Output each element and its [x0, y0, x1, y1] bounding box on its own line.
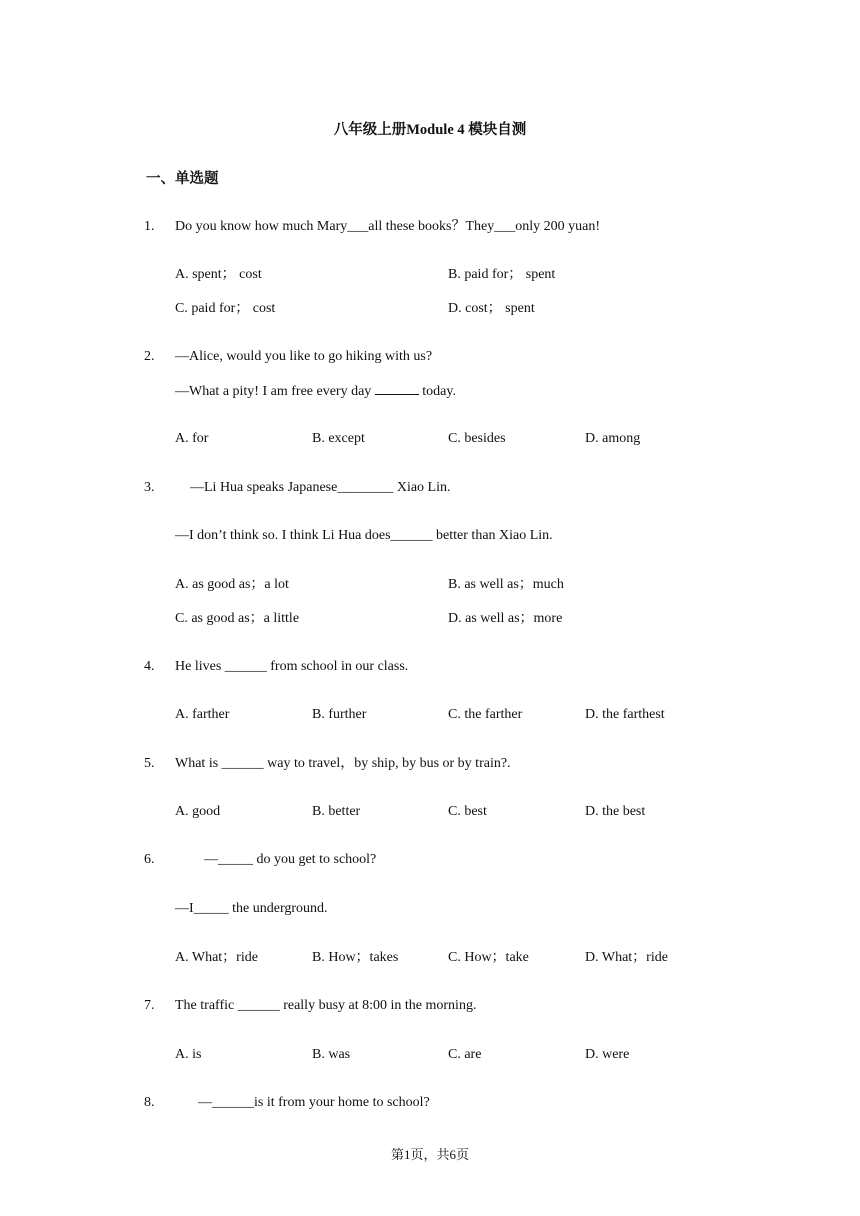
answer-blank [375, 382, 419, 395]
section-heading: 一、单选题 [146, 171, 219, 187]
question-stem: The traffic ______ really busy at 8:00 in the morning. [175, 998, 477, 1013]
option-b: B. was [312, 1047, 351, 1062]
question-number: 2. [144, 349, 155, 364]
question-number: 4. [144, 659, 155, 674]
question-stem: —Alice, would you like to go hiking with us? [175, 349, 433, 364]
question-number: 3. [144, 480, 155, 495]
option-b: B. further [312, 707, 367, 722]
option-b: B. How；takes [312, 950, 399, 965]
option-d: D. as well as；more [448, 611, 563, 626]
option-d: D. the farthest [585, 707, 665, 722]
option-b: B. as well as；much [448, 577, 564, 592]
option-a: A. for [175, 431, 209, 446]
option-c: C. besides [448, 431, 506, 446]
page-footer: 第1页，共6页 [390, 1147, 469, 1162]
question-stem: —_____ do you get to school? [204, 852, 377, 867]
option-b: B. except [312, 431, 365, 446]
option-c: C. the farther [448, 707, 523, 722]
option-d: D. the best [585, 804, 646, 819]
question-stem-line: —I_____ the underground. [175, 901, 328, 916]
option-c: C. as good as；a little [175, 611, 300, 626]
question-stem: What is ______ way to travel，by ship, by bus or by train?. [175, 756, 511, 771]
question-number: 7. [144, 998, 155, 1013]
option-a: A. spent； cost [175, 267, 262, 282]
option-a: A. What；ride [175, 950, 258, 965]
question-stem: —Li Hua speaks Japanese________ Xiao Lin. [190, 480, 451, 495]
option-d: D. cost； spent [448, 301, 535, 316]
page-title: 八年级上册Module 4 模块自测 [333, 122, 527, 138]
option-c: C. paid for； cost [175, 301, 276, 316]
option-b: B. paid for； spent [448, 267, 556, 282]
option-b: B. better [312, 804, 361, 819]
option-d: D. What；ride [585, 950, 668, 965]
question-number: 6. [144, 852, 155, 867]
question-stem-line: —I don’t think so. I think Li Hua does______ better than Xiao Lin. [175, 528, 553, 543]
question-stem: Do you know how much Mary___all these books？They___only 200 yuan! [175, 219, 600, 234]
option-d: D. were [585, 1047, 630, 1062]
option-a: A. as good as；a lot [175, 577, 289, 592]
stem-text: —What a pity! I am free every day [175, 384, 372, 399]
question-stem: —______is it from your home to school? [198, 1095, 430, 1110]
question-number: 8. [144, 1095, 155, 1110]
option-a: A. good [175, 804, 221, 819]
option-a: A. farther [175, 707, 230, 722]
stem-text: today. [422, 384, 456, 399]
question-number: 1. [144, 219, 155, 234]
option-c: C. are [448, 1047, 482, 1062]
option-d: D. among [585, 431, 641, 446]
question-stem-line [175, 382, 456, 401]
option-c: C. best [448, 804, 487, 819]
question-stem: He lives ______ from school in our class. [175, 659, 409, 674]
option-a: A. is [175, 1047, 202, 1062]
question-number: 5. [144, 756, 155, 771]
option-c: C. How；take [448, 950, 529, 965]
